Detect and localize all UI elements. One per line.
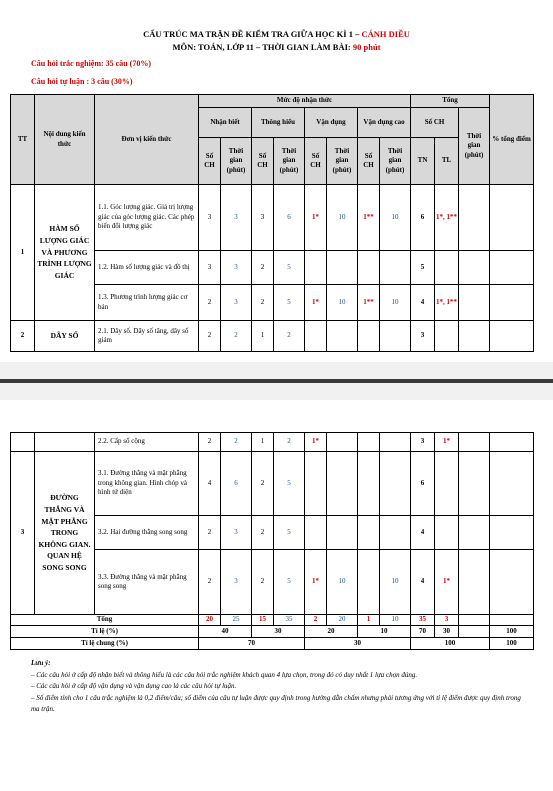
th-time: 2 xyxy=(274,321,305,352)
vdc-count xyxy=(358,251,380,285)
tl-count xyxy=(435,251,459,285)
total-tl: 3 xyxy=(435,615,459,626)
ratio-vd: 20 xyxy=(305,626,358,638)
vd-time xyxy=(327,433,358,452)
note-3: – Số điểm tính cho 1 câu trắc nghiệm là 0,2 điểm/câu; số điểm của câu tự luận được quy định trong hướng dẫn chấm nhưng phải tương ứng với tỉ lệ điểm được quy định trong ma trận. xyxy=(31,693,521,714)
th-time: 2 xyxy=(274,433,305,452)
total-time-cell xyxy=(459,550,490,615)
th-time: 5 xyxy=(274,452,305,516)
tt-continued xyxy=(11,433,35,452)
table-row xyxy=(11,452,534,516)
total-vd: 2 xyxy=(305,615,327,626)
vd-count xyxy=(305,251,327,285)
nb-time: 3 xyxy=(221,185,252,251)
vdc-count xyxy=(358,321,380,352)
table-row xyxy=(11,321,534,352)
vd-time: 10 xyxy=(327,285,358,321)
header-level: Mức độ nhận thức xyxy=(199,95,411,108)
nb-count: 2 xyxy=(199,550,221,615)
vd-count: 1* xyxy=(305,433,327,452)
header-total: Tổng xyxy=(411,95,490,108)
common-ratio-row xyxy=(11,638,534,650)
th-time: 5 xyxy=(274,251,305,285)
topic-1-name: HÀM SỐ LƯỢNG GIÁC VÀ PHƯƠNG TRÌNH LƯỢNG GIÁC xyxy=(35,185,95,321)
document-page-1 xyxy=(0,0,553,362)
header-th-time: Thời gian (phút) xyxy=(274,138,305,185)
header-total-so-ch: Số CH xyxy=(411,108,459,138)
vdc-count xyxy=(358,433,380,452)
tl-count: 1*, 1** xyxy=(435,285,459,321)
notes-heading: Lưu ý: xyxy=(31,659,51,667)
vd-time xyxy=(327,516,358,550)
nb-count: 2 xyxy=(199,516,221,550)
header-nb-time: Thời gian (phút) xyxy=(221,138,252,185)
topic-2-name: DÃY SỐ xyxy=(35,321,95,352)
notes xyxy=(31,658,531,716)
tn-count: 6 xyxy=(411,185,435,251)
unit-cell: 1.3. Phương trình lượng giác cơ bản xyxy=(95,285,199,321)
tn-count: 3 xyxy=(411,321,435,352)
total-label: Tổng xyxy=(11,615,199,626)
nb-count: 2 xyxy=(199,285,221,321)
vd-count: 1* xyxy=(305,550,327,615)
unit-cell: 3.3. Đường thẳng và mặt phẳng song song xyxy=(95,550,199,615)
vd-count: 1* xyxy=(305,185,327,251)
header-vd-time: Thời gian (phút) xyxy=(327,138,358,185)
unit-cell: 2.2. Cấp số cộng xyxy=(95,433,199,452)
total-row xyxy=(11,615,534,626)
vd-time xyxy=(327,251,358,285)
header-percent: % tổng điểm xyxy=(490,95,534,185)
note-1: – Các câu hỏi ở cấp độ nhận biết và thông hiểu là các câu hỏi trắc nghiệm khách quan 4 lựa chọn, trong đó có duy nhất 1 lựa chọn đúng. xyxy=(31,670,418,679)
nb-time: 3 xyxy=(221,285,252,321)
total-vdc: 1 xyxy=(358,615,380,626)
title-line-1: CẤU TRÚC MA TRẬN ĐỀ KIỂM TRA GIỮA HỌC KÌ 1 – CÁNH DIỀU xyxy=(143,29,410,39)
unit-cell: 1.1. Góc lượng giác. Giá trị lượng giác của góc lượng giác. Các phép biến đổi lượng giác xyxy=(95,185,199,251)
total-time-cell xyxy=(459,615,490,626)
total-vd-time: 20 xyxy=(327,615,358,626)
th-count: 2 xyxy=(252,452,274,516)
header-tt: TT xyxy=(11,95,35,185)
th-count: 3 xyxy=(252,185,274,251)
unit-cell: 1.2. Hàm số lượng giác và đồ thị xyxy=(95,251,199,285)
common-ratio-label: Tỉ lệ chung (%) xyxy=(11,638,199,650)
nb-time: 2 xyxy=(221,321,252,352)
header-th-so-ch: Số CH xyxy=(252,138,274,185)
common-ratio-a: 70 xyxy=(199,638,305,650)
tn-count: 3 xyxy=(411,433,435,452)
header-vd-so-ch: Số CH xyxy=(305,138,327,185)
table-row xyxy=(11,433,534,452)
nb-count: 2 xyxy=(199,321,221,352)
total-nb-time: 25 xyxy=(221,615,252,626)
vdc-time xyxy=(380,251,411,285)
vd-time: 10 xyxy=(327,550,358,615)
common-ratio-c: 100 xyxy=(411,638,490,650)
tn-count: 4 xyxy=(411,516,435,550)
total-percent-cell xyxy=(490,615,534,626)
common-ratio-percent: 100 xyxy=(490,638,534,650)
total-th-time: 35 xyxy=(274,615,305,626)
th-time: 6 xyxy=(274,185,305,251)
tl-count: 1* xyxy=(435,433,459,452)
vdc-count: 1** xyxy=(358,185,380,251)
th-time: 5 xyxy=(274,285,305,321)
percent-cell xyxy=(490,321,534,352)
th-count: 2 xyxy=(252,285,274,321)
total-tn: 35 xyxy=(411,615,435,626)
ratio-percent: 100 xyxy=(490,626,534,638)
common-ratio-b: 30 xyxy=(305,638,411,650)
total-time-cell xyxy=(459,433,490,452)
topic-continued xyxy=(35,433,95,452)
total-time-cell xyxy=(459,452,490,516)
percent-cell xyxy=(490,452,534,516)
page-separator xyxy=(0,379,553,383)
vdc-count xyxy=(358,550,380,615)
header-unit: Đơn vị kiến thức xyxy=(95,95,199,185)
ratio-nb: 40 xyxy=(199,626,252,638)
vdc-count: 1** xyxy=(358,285,380,321)
nb-time: 6 xyxy=(221,452,252,516)
vd-time xyxy=(327,321,358,352)
vd-count xyxy=(305,321,327,352)
mcq-info: Câu hỏi trắc nghiệm: 35 câu (70%) xyxy=(31,59,151,68)
vdc-time xyxy=(380,433,411,452)
total-time-cell xyxy=(459,285,490,321)
tl-count xyxy=(435,516,459,550)
header-van-dung: Vận dụng xyxy=(305,108,358,138)
note-2: – Các câu hỏi ở cấp độ vận dụng và vận dụng cao là các câu hỏi tự luận. xyxy=(31,682,237,691)
vdc-count xyxy=(358,452,380,516)
header-tl: TL xyxy=(435,138,459,185)
percent-cell xyxy=(490,285,534,321)
table-row xyxy=(11,185,534,251)
header-nb-so-ch: Số CH xyxy=(199,138,221,185)
tl-count xyxy=(435,452,459,516)
vdc-time: 10 xyxy=(380,550,411,615)
tl-count: 1*, 1** xyxy=(435,185,459,251)
unit-cell: 2.1. Dãy số. Dãy số tăng, dãy số giảm xyxy=(95,321,199,352)
percent-cell xyxy=(490,433,534,452)
topic-1-tt: 1 xyxy=(11,185,35,321)
total-time-cell xyxy=(459,251,490,285)
topic-2-tt: 2 xyxy=(11,321,35,352)
th-time: 5 xyxy=(274,550,305,615)
percent-cell xyxy=(490,185,534,251)
vdc-time xyxy=(380,516,411,550)
percent-cell xyxy=(490,550,534,615)
vd-time xyxy=(327,452,358,516)
th-count: 2 xyxy=(252,251,274,285)
nb-time: 2 xyxy=(221,433,252,452)
unit-cell: 3.2. Hai đường thẳng song song xyxy=(95,516,199,550)
page-gap xyxy=(0,362,553,400)
vdc-time: 10 xyxy=(380,285,411,321)
header-vdc-time: Thời gian (phút) xyxy=(380,138,411,185)
total-time-cell xyxy=(459,185,490,251)
matrix-table-part-1 xyxy=(10,94,534,352)
th-count: 1 xyxy=(252,433,274,452)
tl-count xyxy=(435,321,459,352)
header-nhan-biet: Nhận biết xyxy=(199,108,252,138)
vd-time: 10 xyxy=(327,185,358,251)
vd-count xyxy=(305,516,327,550)
nb-time: 3 xyxy=(221,251,252,285)
topic-3-name: ĐƯỜNG THẲNG VÀ MẶT PHẲNG TRONG KHÔNG GIAN. QUAN HỆ SONG SONG xyxy=(35,452,95,615)
tn-count: 4 xyxy=(411,550,435,615)
nb-count: 3 xyxy=(199,251,221,285)
ratio-row xyxy=(11,626,534,638)
vdc-time xyxy=(380,452,411,516)
vdc-time xyxy=(380,321,411,352)
tn-count: 5 xyxy=(411,251,435,285)
ratio-label: Tỉ lệ (%) xyxy=(11,626,199,638)
tn-count: 6 xyxy=(411,452,435,516)
total-nb: 20 xyxy=(199,615,221,626)
total-time-cell xyxy=(459,321,490,352)
vd-count: 1* xyxy=(305,285,327,321)
header-thong-hieu: Thông hiểu xyxy=(252,108,305,138)
total-time-cell xyxy=(459,516,490,550)
th-count: 2 xyxy=(252,516,274,550)
ratio-th: 30 xyxy=(252,626,305,638)
th-count: 2 xyxy=(252,550,274,615)
vd-count xyxy=(305,452,327,516)
unit-cell: 3.1. Đường thẳng và mặt phẳng trong không gian. Hình chóp và hình tứ diện xyxy=(95,452,199,516)
header-van-dung-cao: Vận dụng cao xyxy=(358,108,411,138)
tl-count: 1* xyxy=(435,550,459,615)
ratio-vdc: 10 xyxy=(358,626,411,638)
th-time: 5 xyxy=(274,516,305,550)
ratio-tl: 30 xyxy=(435,626,459,638)
header-vdc-so-ch: Số CH xyxy=(358,138,380,185)
total-vdc-time: 10 xyxy=(380,615,411,626)
total-th: 15 xyxy=(252,615,274,626)
nb-time: 3 xyxy=(221,516,252,550)
ratio-tn: 70 xyxy=(411,626,435,638)
essay-info: Câu hỏi tự luận : 3 câu (30%) xyxy=(31,77,133,86)
vdc-count xyxy=(358,516,380,550)
topic-3-tt: 3 xyxy=(11,452,35,615)
title-line-2: MÔN: TOÁN, LỚP 11 – THỜI GIAN LÀM BÀI: 90 phút xyxy=(172,42,381,52)
tn-count: 4 xyxy=(411,285,435,321)
percent-cell xyxy=(490,251,534,285)
nb-count: 2 xyxy=(199,433,221,452)
nb-count: 4 xyxy=(199,452,221,516)
percent-cell xyxy=(490,516,534,550)
th-count: 1 xyxy=(252,321,274,352)
header-tn: TN xyxy=(411,138,435,185)
vdc-time: 10 xyxy=(380,185,411,251)
ratio-time-cell xyxy=(459,626,490,638)
header-content: Nội dung kiến thức xyxy=(35,95,95,185)
matrix-table-part-2 xyxy=(10,432,534,650)
header-total-time: Thời gian (phút) xyxy=(459,108,490,185)
nb-time: 3 xyxy=(221,550,252,615)
nb-count: 3 xyxy=(199,185,221,251)
